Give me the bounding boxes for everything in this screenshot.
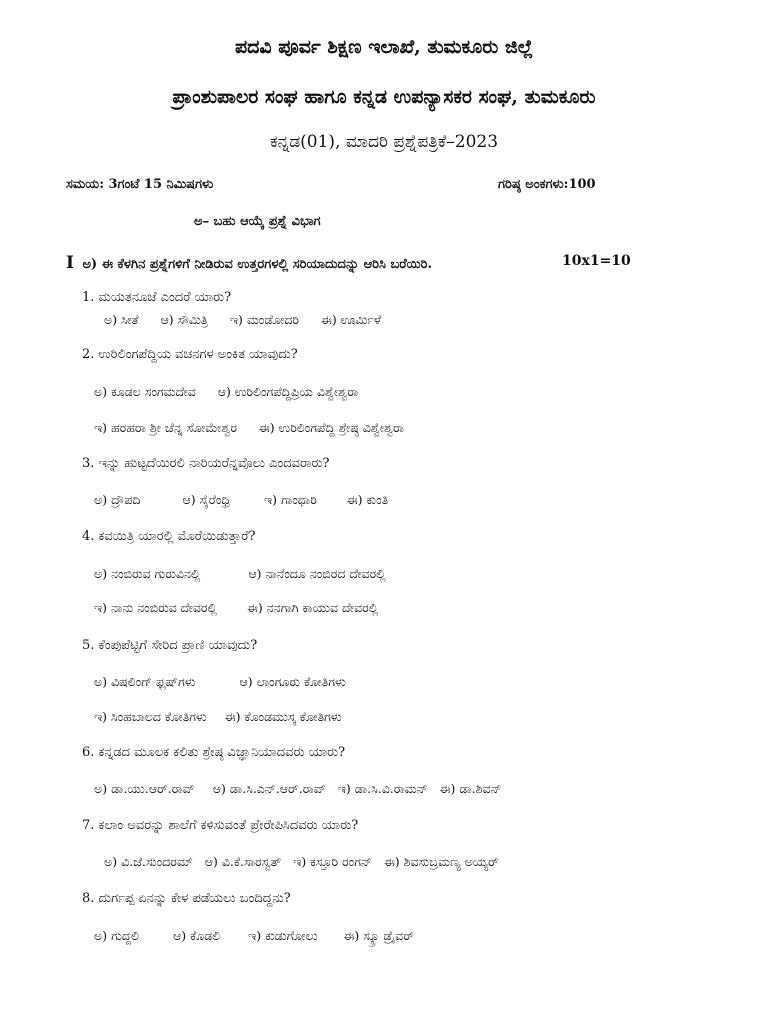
question-7: 7. ಕಲಾಂ ಅವರನ್ನು ಶಾಲೆಗೆ ಕಳಿಸುವಂತೆ ಪ್ರೇರೇಪಿಸಿದವರು ಯಾರು? [82,818,359,833]
option: ಇ) ಕಸ್ತೂರಿ ರಂಗನ್ [293,854,372,869]
option: ಆ) ವಿ.ಕೆ.ಸಾರಸ್ವತ್ [204,854,282,869]
department-title: ಪದವಿ ಪೂರ್ವ ಶಿಕ್ಷಣ ಇಲಾಖೆ, ತುಮಕೂರು ಜಿಲ್ಲೆ [234,36,534,58]
option: ಇ) ಡಾ.ಸಿ.ವಿ.ರಾಮನ್ [337,781,428,796]
options-q8 [94,928,414,944]
instruction-roman: I [66,253,74,273]
option: ಆ) ಸೈರೆಂಧ್ರಿ [182,492,231,507]
paper-title: ಕನ್ನಡ(01), ಮಾದರಿ ಪ್ರಶ್ನೆಪತ್ರಿಕೆ–2023 [269,132,499,152]
options-q2-row1 [94,384,358,400]
option: ಅ) ಕೂಡಲ ಸಂಗಮದೇವ [94,384,196,399]
options-q5-row2 [94,709,342,725]
option: ಈ) ನನಗಾಗಿ ಕಾಯುವ ದೇವರಲ್ಲಿ [246,600,379,615]
instruction [66,253,432,273]
options-q7 [104,854,499,870]
options-q3 [94,492,388,508]
option: ಇ) ಕುಡುಗೋಲು [248,928,318,943]
option: ಇ) ಮಂಡೋದರಿ [229,312,300,327]
option: ಅ) ದ್ರೌಪದಿ [94,492,141,507]
question-8: 8. ದುರ್ಗಪ್ಪ ಏನನ್ನು ಕೇಳ ಪಡೆಯಲು ಬಂದಿದ್ದನು? [82,891,291,906]
max-marks-label: ಗರಿಷ್ಠ ಅಂಕಗಳು:100 [498,177,596,192]
question-2: 2. ಉರಿಲಿಂಗಪೆದ್ದಿಯ ವಚನಗಳ ಅಂಕಿತ ಯಾವುದು? [82,347,298,362]
question-3: 3. ಇನ್ನು ಹುಟ್ಟದೆಯಿರಲಿ ನಾರಿಯರೆನ್ನವೊಲು ಎಂದವರಾರು? [82,456,330,471]
time-label: ಸಮಯ: 3ಗಂಟೆ 15 ನಿಮಿಷಗಳು [66,177,214,192]
question-5: 5. ಕೆಂಪುಪೆಟ್ಟಿಗೆ ಸೇರಿದ ಪ್ರಾಣಿ ಯಾವುದು? [82,638,258,653]
options-q5-row1 [94,674,346,690]
option: ಅ) ವಿ.ಜೆ.ಸುಂದರಮ್ [104,854,193,869]
option: ಅ) ವಿಷಲಿಂಗ್ ಫ್ಲಷ್‌ಗಳು [94,674,196,689]
option: ಆ) ಕೊಡಲಿ [173,928,221,943]
option: ಈ) ಶಿವಸುಬ್ರಮಣ್ಯ ಅಯ್ಯರ್ [383,854,499,869]
option: ಇ) ನಾನು ನಂಬಿರುವ ದೇವರಲ್ಲಿ [94,600,217,615]
option: ಆ) ಉರಿಲಿಂಗಪೆದ್ದಿಪ್ರಿಯ ವಿಶ್ವೇಶ್ವರಾ [217,384,359,399]
option: ಈ) ಊರ್ಮಿಳೆ [321,312,382,327]
question-1: 1. ಮಯತನೂಜೆ ಎಂದರೆ ಯಾರು? [82,290,232,305]
question-4: 4. ಕವಯಿತ್ರಿ ಯಾರಲ್ಲಿ ಮೊರೆಯಿಡುತ್ತಾರೆ? [82,529,256,544]
instruction-marks: 10x1=10 [562,253,631,269]
question-6: 6. ಕನ್ನಡದ ಮೂಲಕ ಕಲಿತು ಶ್ರೇಷ್ಠ ವಿಜ್ಞಾನಿಯಾದವರು ಯಾರು? [82,745,346,760]
option: ಈ) ಸ್ಕ್ರೂ ಡ್ರೈವರ್ [343,928,414,943]
option: ಈ) ಕುಂತಿ [346,492,389,507]
options-q4-row2 [94,600,378,616]
option: ಅ) ಗುದ್ದಲಿ [94,928,140,943]
options-q6 [94,781,502,797]
option: ಇ) ಹರಹರಾ ಶ್ರೀ ಚೆನ್ನ ಸೋಮೇಶ್ವರ [94,420,237,435]
option: ಈ) ಕೊಂಡಮುಸ್ಕ ಕೋತಿಗಳು [224,709,342,724]
option: ಈ) ಉರಿಲಿಂಗಪೆದ್ದಿ ಶ್ರೇಷ್ಠ ವಿಶ್ವೇಶ್ವರಾ [258,420,405,435]
options-q2-row2 [94,420,404,436]
option: ಆ) ಲಾಂಗೂರು ಕೋತಿಗಳು [239,674,346,689]
option: ಇ) ಸಿಂಹಬಾಲದ ಕೋತಿಗಳು [94,709,207,724]
option: ಆ) ಡಾ.ಸಿ.ಎನ್.ಆರ್.ರಾವ್ [212,781,326,796]
association-title: ಪ್ರಾಂಶುಪಾಲರ ಸಂಘ ಹಾಗೂ ಕನ್ನಡ ಉಪನ್ಯಾಸಕರ ಸಂಘ, ತುಮಕೂರು [172,86,596,108]
option: ಅ) ನಂಬಿರುವ ಗುರುವಿನಲ್ಲಿ [94,566,201,581]
option: ಅ) ಸೀತೆ [104,312,139,327]
options-q4-row1 [94,566,386,582]
section-title: ಅ– ಬಹು ಆಯ್ಕೆ ಪ್ರಶ್ನೆ ವಿಭಾಗ [194,214,321,229]
options-q1 [104,312,381,328]
option: ಅ) ಡಾ.ಯು.ಆರ್.ರಾವ್ [94,781,195,796]
option: ಆ) ನಾನೆಂದೂ ನಂಬಿರದ ದೇವರಲ್ಲಿ [248,566,386,581]
option: ಆ) ಸೌಮಿತ್ರಿ [160,312,208,327]
option: ಈ) ಡಾ.ಶಿವನ್ [439,781,502,796]
option: ಇ) ಗಾಂಧಾರಿ [264,492,317,507]
instruction-text: ಅ) ಈ ಕೆಳಗಿನ ಪ್ರಶ್ನೆಗಳಿಗೆ ನೀಡಿರುವ ಉತ್ತರಗಳಲ್ಲಿ ಸರಿಯಾದುದನ್ನು ಆರಿಸಿ ಬರೆಯಿರಿ. [82,257,433,272]
